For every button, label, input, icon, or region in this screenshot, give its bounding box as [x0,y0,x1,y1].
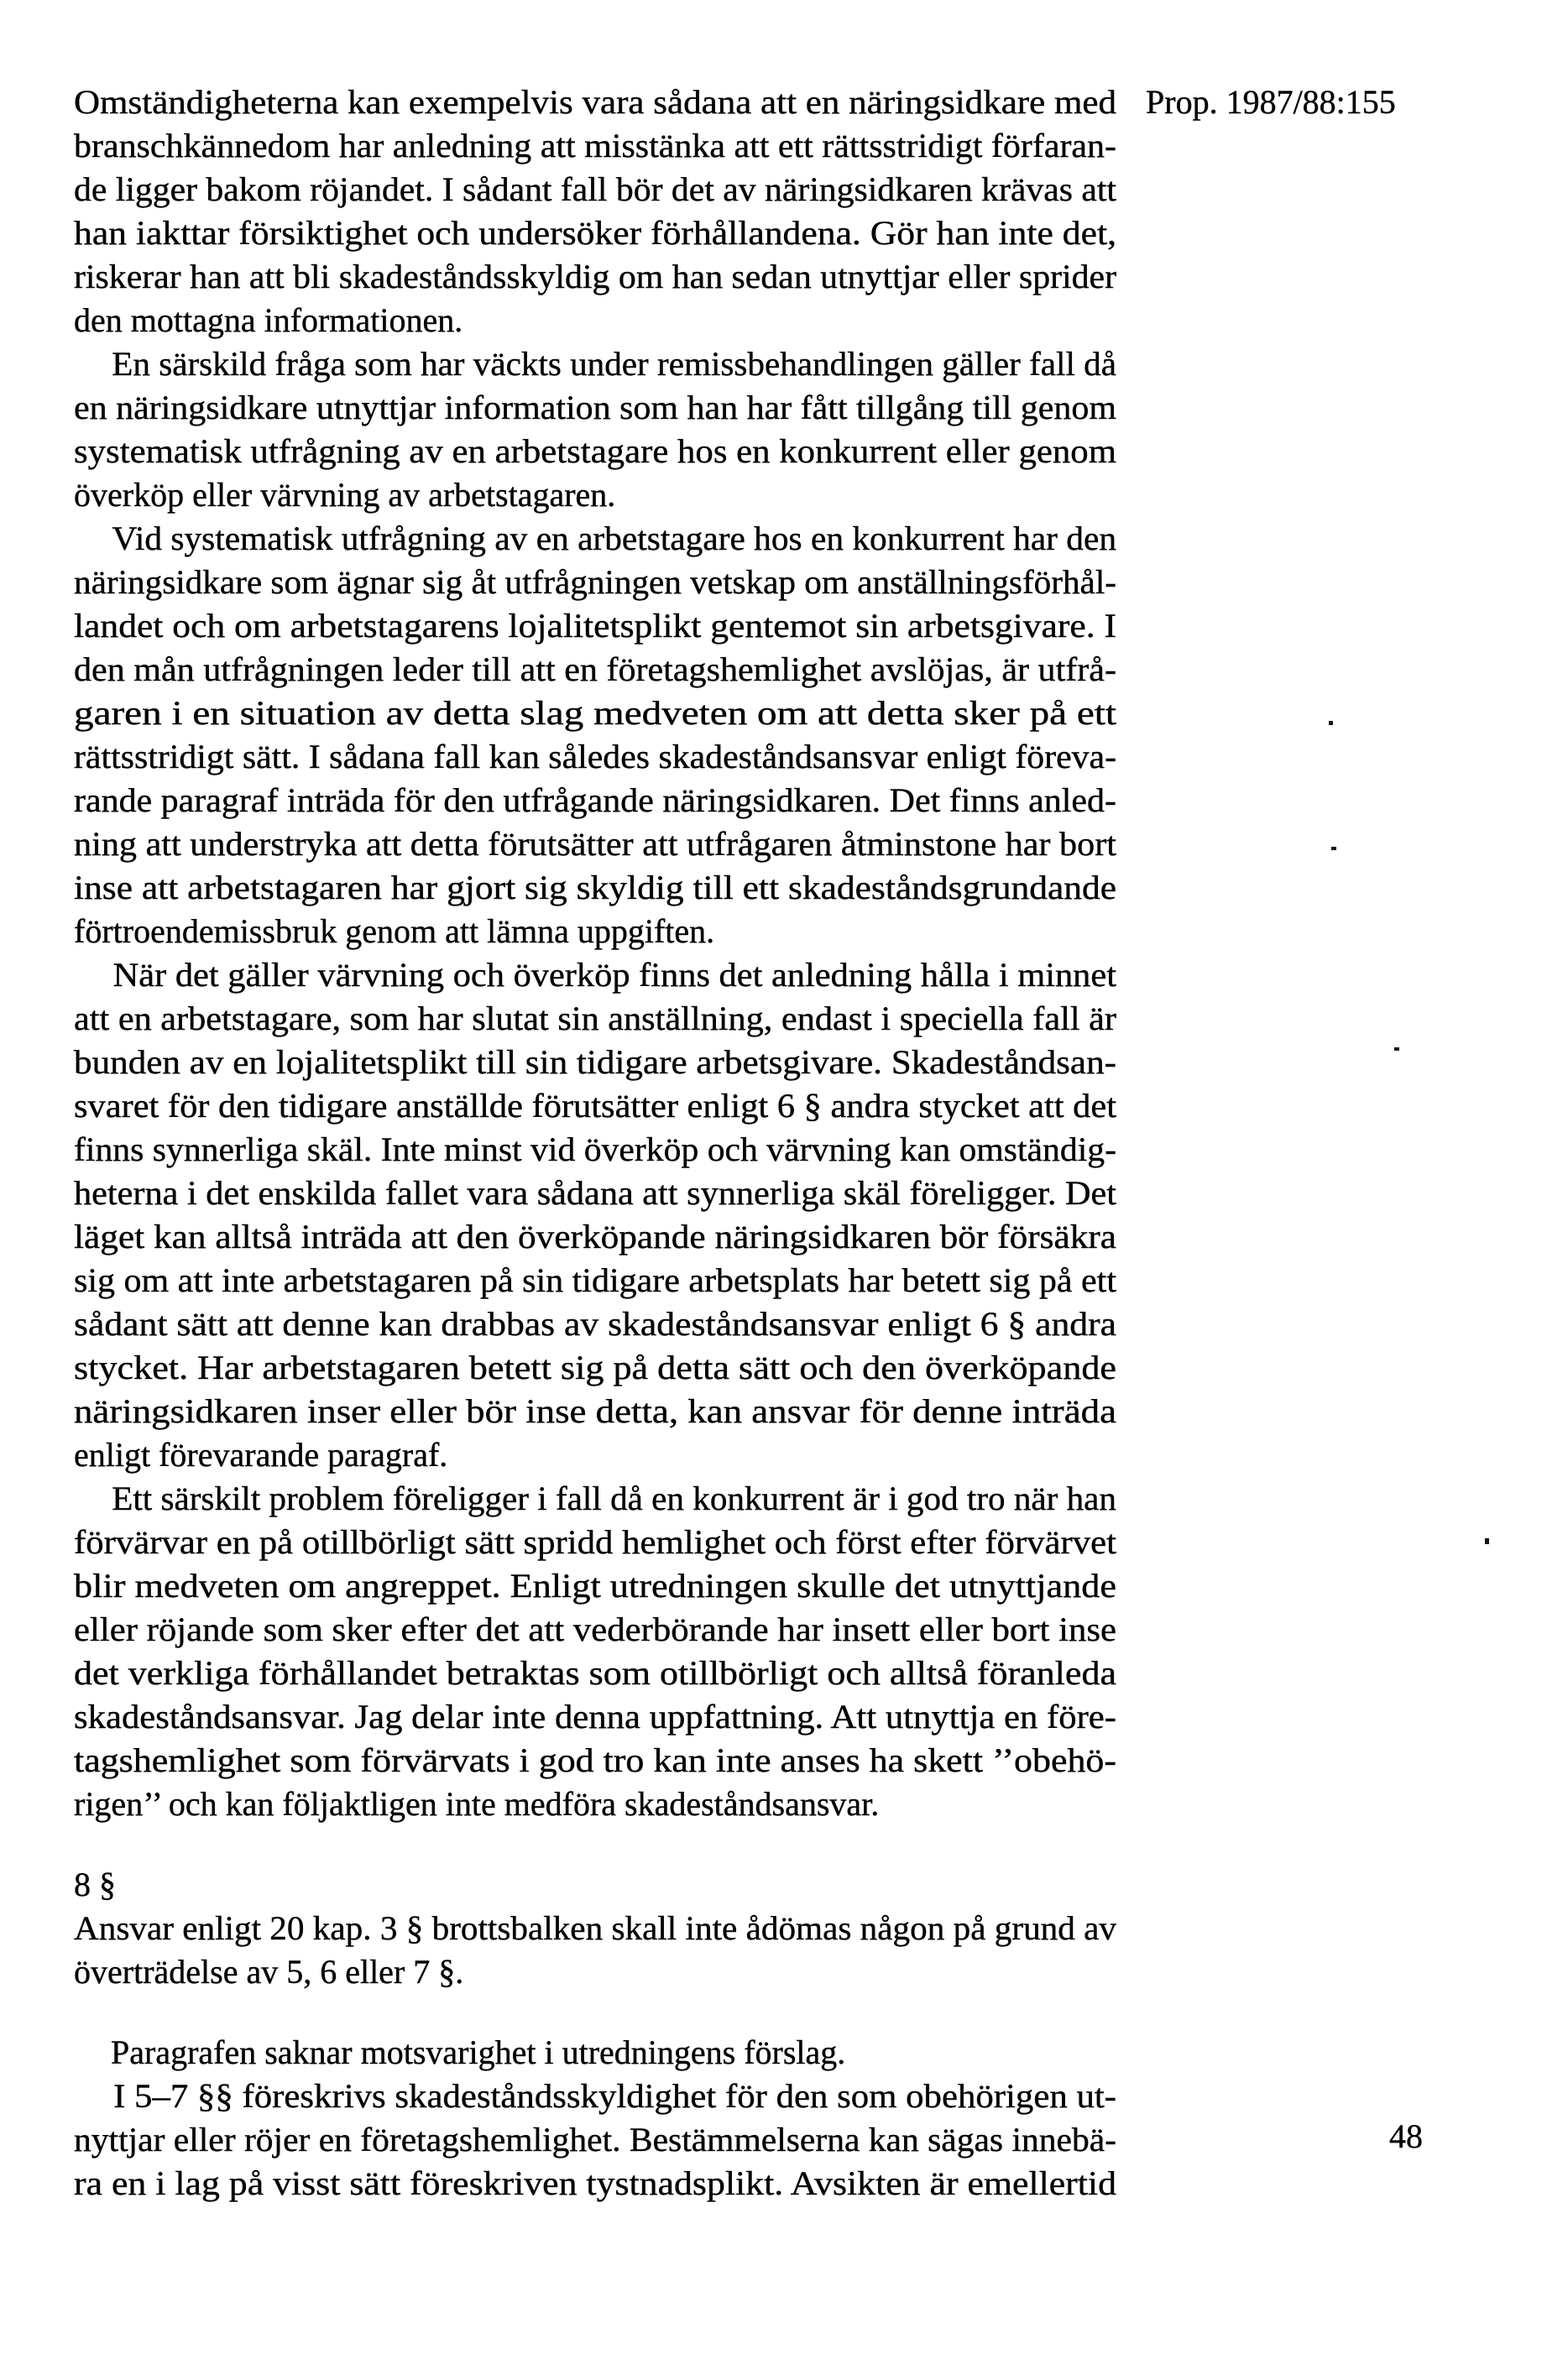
text-line [74,910,1116,953]
text-line-text: att en arbetstagare, som har slutat sin anställning, endast i speciella fall är [74,999,1116,1037]
text-line [74,386,1168,430]
text-line [74,1302,1211,1346]
text-line [74,1346,1225,1390]
text-line [74,866,1207,910]
text-line [74,2075,1189,2118]
paragraph-gap [74,1826,1116,1863]
text-line [74,1390,1243,1433]
text-line [74,604,1209,648]
text-line [74,1782,1116,1826]
text-line-text: rande paragraf inträda för den utfrågande näringsidkaren. Det finns anled- [74,781,1116,819]
text-line-text: överköp eller värvning av arbetstagaren. [74,476,616,514]
text-line [74,1084,1180,1128]
page-body [74,81,1116,2205]
text-line [74,1695,1187,1739]
paragraph-gap [74,1994,1116,2031]
text-line [74,168,1160,211]
text-line-text: I 5–7 §§ föreskrivs skadeståndsskyldighet för den som obehörigen ut- [113,2077,1116,2115]
text-line-text: sig om att inte arbetstagaren på sin tidigare arbetsplats har betett sig på ett [74,1261,1116,1299]
text-line-text: överträdelse av 5, 6 eller 7 §. [74,1953,464,1991]
text-line-text: ning att understryka att detta förutsätter att utfrågaren åtminstone har bort [74,825,1116,863]
text-line-text: förvärvar en på otillbörligt sätt spridd hemlighet och först efter förvärvet [74,1523,1116,1561]
text-line-text: enligt förevarande paragraf. [74,1436,448,1474]
text-line [74,1907,1147,1950]
text-line [74,2118,1157,2162]
text-line [74,1433,1116,1477]
text-line [74,1215,1202,1259]
text-line-text: han iakttar försiktighet och undersöker förhållandena. Gör han inte det, [74,214,1116,252]
text-line-text: riskerar han att bli skadeståndsskyldig om han sedan utnyttjar eller sprider [74,258,1116,295]
text-line [74,2162,1215,2205]
text-line [74,1950,1116,1994]
text-line-text: förtroendemissbruk genom att lämna uppgiften. [74,912,715,950]
text-line-text: de ligger bakom röjandet. I sådant fall bör det av näringsidkaren krävas att [74,170,1116,208]
text-line-text: tagshemlighet som förvärvats i god tro kan inte anses ha skett ’’obehö- [74,1741,1116,1779]
text-line-text: läget kan alltså inträda att den överköpande näringsidkaren bör försäkra [74,1218,1116,1255]
text-line-text: eller röjande som sker efter det att vederbörande har insett eller bort inse [74,1610,1116,1648]
text-line [74,648,1170,692]
text-line [74,81,1194,124]
text-line-text: heterna i det enskilda fallet vara sådana att synnerliga skäl föreligger. Det [74,1174,1116,1212]
text-line-text: Omständigheterna kan exempelvis vara sådana att en näringsidkare med [74,83,1116,121]
text-line-text: näringsidkare som ägnar sig åt utfrågningen vetskap om anställningsförhål- [74,563,1116,601]
text-line-text: finns synnerliga skäl. Inte minst vid överköp och värvning kan omständig- [74,1130,1117,1168]
text-line-text: När det gäller värvning och överköp finns det anledning hålla i minnet [112,956,1116,994]
text-line-text: Ett särskilt problem föreligger i fall då en konkurrent är i god tro när han [112,1480,1117,1517]
text-line-text: blir medveten om angreppet. Enligt utredningen skulle det utnyttjande [74,1567,1116,1605]
text-line [74,1128,1160,1172]
text-line-text: skadeståndsansvar. Jag delar inte denna uppfattning. Att utnyttja en före- [74,1698,1116,1735]
text-line [74,1172,1176,1215]
text-line-text: garen i en situation av detta slag medveten om att detta sker på ett [74,694,1116,732]
text-line [74,124,1168,168]
text-line-text: rigen’’ och kan följaktligen inte medföra skadeståndsansvar. [74,1785,880,1823]
text-line-text: det verkliga förhållandet betraktas som otillbörligt och alltså föranleda [74,1654,1116,1692]
text-line-text: En särskild fråga som har väckts under remissbehandlingen gäller fall då [112,345,1116,383]
text-line [74,1521,1189,1564]
text-line [74,779,1168,822]
text-line [74,2031,1116,2075]
text-line [74,211,1211,255]
text-line [74,1564,1227,1608]
text-line [74,953,1179,997]
text-line-text: rättsstridigt sätt. I sådana fall kan således skadeståndsansvar enligt föreva- [74,738,1116,775]
text-line [74,473,1116,517]
text-line [74,517,1152,561]
text-line-text: Vid systematisk utfrågning av en arbetstagare hos en konkurrent har den [112,519,1116,557]
text-line-text: nyttjar eller röjer en företagshemlighet. Bestämmelserna kan sägas innebä- [74,2121,1116,2158]
text-line [74,1041,1198,1084]
page-number: 48 [1389,2117,1423,2155]
text-line [74,1608,1189,1652]
text-line [74,342,1146,386]
text-line-text: svaret för den tidigare anställde förutsätter enligt 6 § andra stycket att det [74,1087,1116,1125]
text-line [74,1739,1219,1782]
text-line-text: landet och om arbetstagarens lojalitetsplikt gentemot sin arbetsgivare. I [74,607,1116,645]
text-line-text: en näringsidkare utnyttjar information som han har fått tillgång till genom [74,389,1116,426]
text-line-text: Paragrafen saknar motsvarighet i utredningens förslag. [111,2033,846,2071]
ink-speck [1331,847,1336,850]
text-line-text: näringsidkaren inser eller bör inse detta, kan ansvar för denne inträda [74,1392,1116,1430]
ink-speck [1329,721,1333,725]
text-line [74,692,1302,735]
text-line [74,1477,1146,1521]
text-line [74,735,1163,779]
proposition-header: Prop. 1987/88:155 [1146,83,1396,121]
text-line-text: inse att arbetstagaren har gjort sig skyldig till ett skadeståndsgrundande [74,869,1117,906]
text-line-text: branschkännedom har anledning att misstänka att ett rättsstridigt förfaran- [74,127,1116,164]
text-line-text: sådant sätt att denne kan drabbas av skadeståndsansvar enligt 6 § andra [74,1305,1116,1343]
text-line [74,997,1176,1041]
text-line-text: bunden av en lojalitetsplikt till sin tidigare arbetsgivare. Skadeståndsan- [74,1043,1116,1081]
text-line [74,430,1189,473]
text-line [74,561,1147,604]
text-line [74,299,1116,342]
text-line [74,822,1173,866]
text-line-text: den mottagna informationen. [74,301,463,339]
text-line-text: systematisk utfrågning av en arbetstagare hos en konkurrent eller genom [74,432,1116,470]
text-line-text: stycket. Har arbetstagaren betett sig på detta sätt och den överköpande [74,1349,1116,1386]
text-line-text: ra en i lag på visst sätt föreskriven tystnadsplikt. Avsikten är emellertid [74,2164,1116,2202]
text-line [74,1259,1168,1302]
ink-speck [1485,1538,1489,1544]
section-heading: 8 § [74,1866,116,1903]
text-line-text: Ansvar enligt 20 kap. 3 § brottsbalken skall inte ådömas någon på grund av [74,1909,1116,1947]
text-line [74,1652,1221,1695]
ink-speck [1394,1047,1399,1051]
text-line [74,255,1163,299]
text-line-text: den mån utfrågningen leder till att en företagshemlighet avslöjas, är utfrå- [74,650,1116,688]
